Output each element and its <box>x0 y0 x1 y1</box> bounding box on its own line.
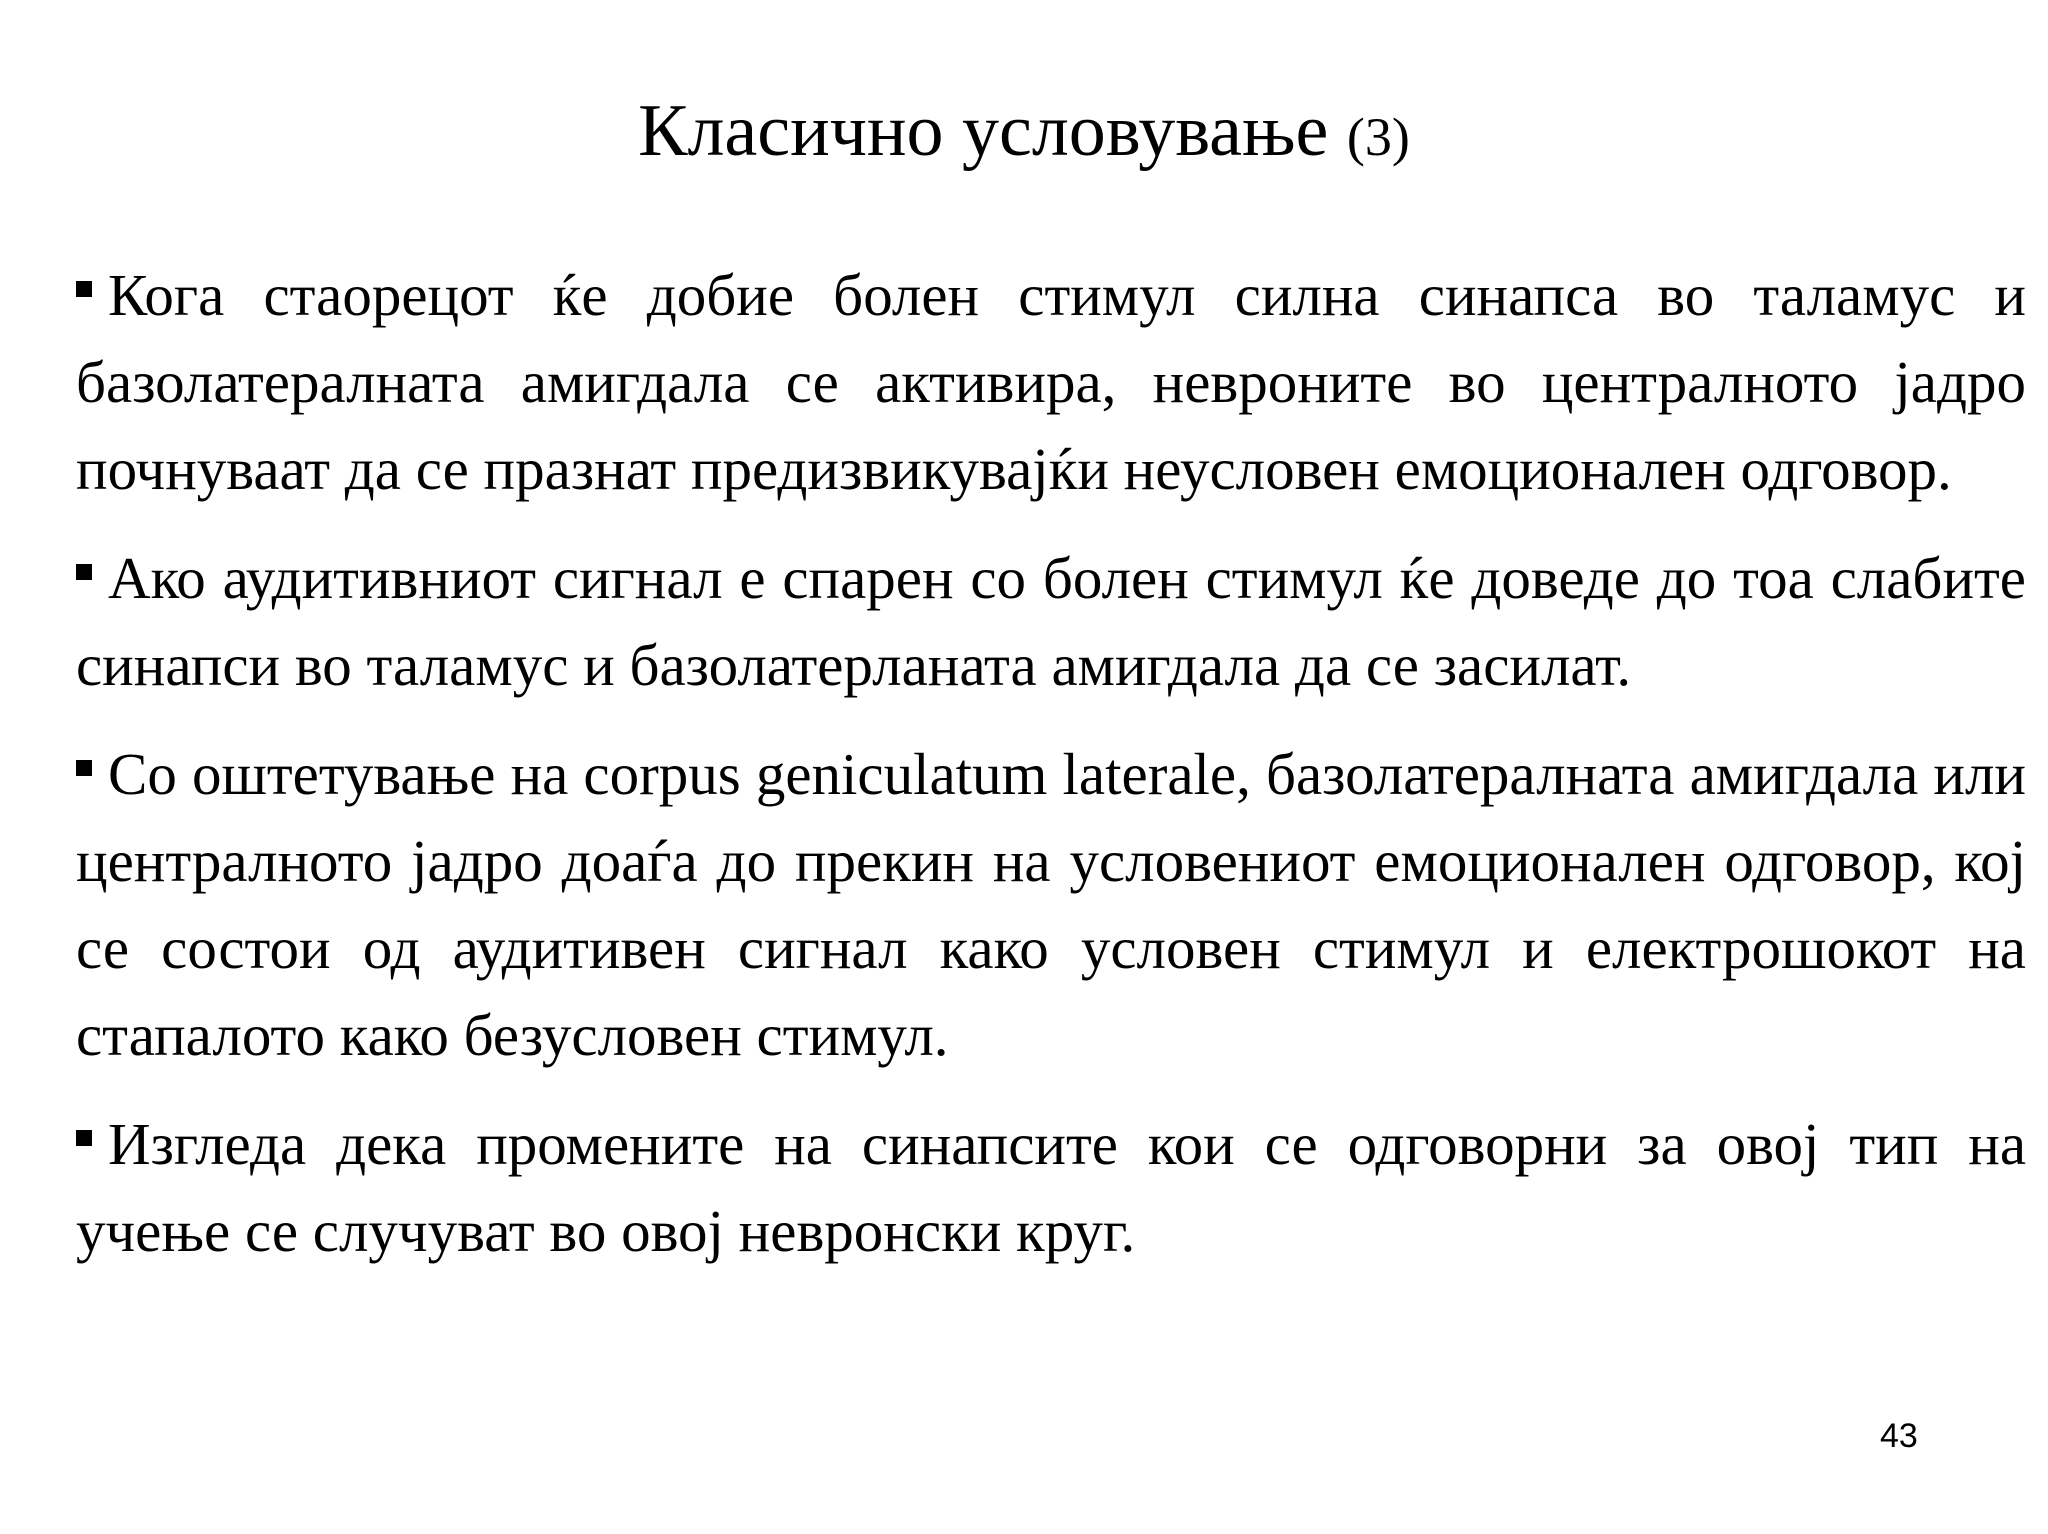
square-bullet-icon <box>76 1130 92 1146</box>
square-bullet-icon <box>76 564 92 580</box>
square-bullet-icon <box>76 760 92 776</box>
square-bullet-icon <box>76 281 92 297</box>
page-number: 43 <box>1880 1417 1918 1455</box>
title-text: Класично условување <box>638 90 1329 172</box>
paragraph-text: Со оштетување на corpus geniculatum laterale, базолатералната амигдала или централното јадро доаѓа до прекин на условениот емоционален одговор, кој се состои од аудитивен сигнал како условен стимул и електрошокот на стапалото како безусловен стимул. <box>76 741 2026 1068</box>
paragraph-text: Ако аудитивниот сигнал е спарен со болен стимул ќе доведе до тоа слабите синапси во таламус и базолатерланата амигдала да се засилат. <box>76 545 2026 698</box>
slide-title <box>0 86 2048 182</box>
bullet-paragraph-3 <box>76 731 2026 1079</box>
bullet-paragraph-4 <box>76 1101 2026 1275</box>
paragraph-text: Кога стаорецот ќе добие болен стимул силна синапса во таламус и базолатералната амигдала се активира, невроните во централното јадро почнуваат да се празнат предизвикувајќи неусловен емоционален одговор. <box>76 262 2026 502</box>
bullet-paragraph-2 <box>76 535 2026 709</box>
paragraph-text: Изгледа дека промените на синапсите кои се одговорни за овој тип на учење се случуват во овој невронски круг. <box>76 1111 2026 1264</box>
title-number: (3) <box>1346 107 1410 167</box>
bullet-paragraph-1 <box>76 252 2026 513</box>
bullet-list <box>76 252 2026 1297</box>
